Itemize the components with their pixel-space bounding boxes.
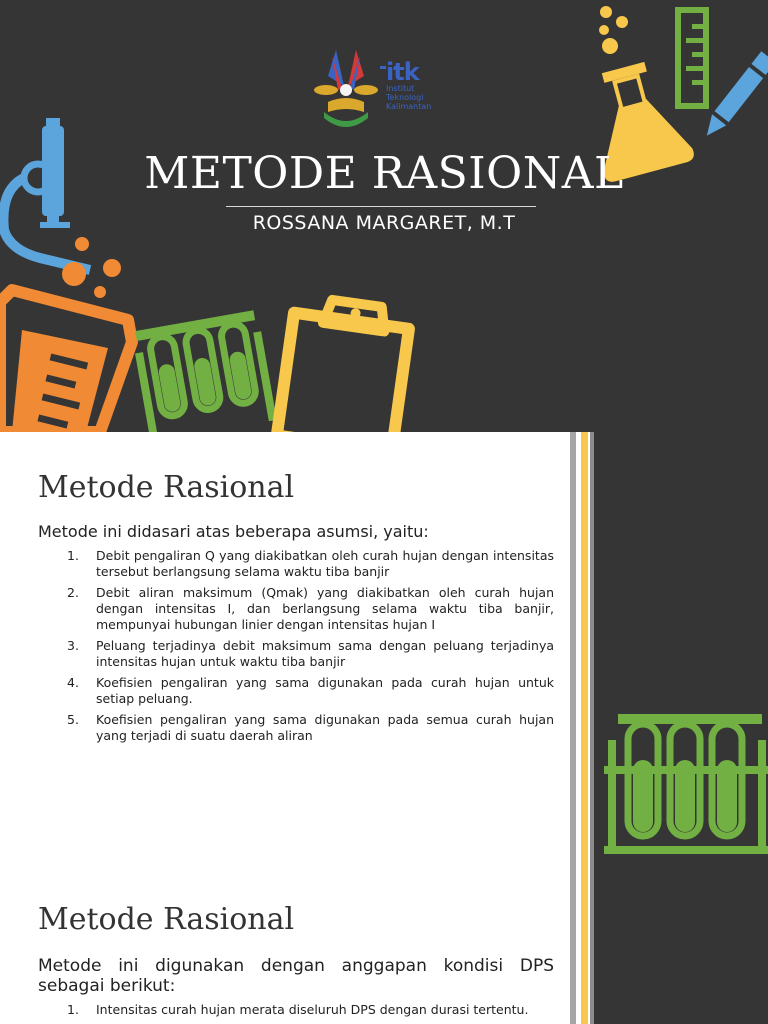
side-stripe-gray <box>570 864 576 1024</box>
slide-intro: Metode ini didasari atas beberapa asumsi, yaitu: <box>38 522 429 541</box>
list-item <box>38 675 554 707</box>
list-text: Debit pengaliran Q yang diakibatkan oleh curah hujan dengan intensitas tersebut berlangsung selama waktu tiba banjir <box>96 548 554 579</box>
ruler-icon <box>674 6 710 110</box>
side-stripe-gray <box>570 432 576 864</box>
list-text: Koefisien pengaliran yang sama digunakan pada curah hujan untuk setiap peluang. <box>96 675 554 706</box>
itk-logo-text <box>386 60 431 111</box>
clipboard-icon <box>262 294 422 432</box>
itk-logo-line-1: Institut <box>386 84 415 93</box>
side-stripe-gray-2 <box>590 432 594 864</box>
list-text: Intensitas curah hujan merata diseluruh DPS dengan durasi tertentu. <box>96 1002 529 1017</box>
itk-logo-mark: itk <box>386 58 419 86</box>
list-item <box>38 548 554 580</box>
list-text: Koefisien pengaliran yang sama digunakan pada semua curah hujan yang terjadi di suatu daerah aliran <box>96 712 554 743</box>
list-number: 1. <box>67 1002 79 1017</box>
slide-heading: Metode Rasional <box>38 470 295 505</box>
list-number: 2. <box>67 585 79 600</box>
content-slide-2 <box>0 864 768 1024</box>
list-text: Peluang terjadinya debit maksimum sama dengan peluang terjadinya intensitas hujan untuk waktu tiba banjir <box>96 638 554 669</box>
slide-heading: Metode Rasional <box>38 902 295 937</box>
itk-logo-icon <box>314 46 454 136</box>
pencil-icon <box>706 46 768 148</box>
list-number: 3. <box>67 638 79 653</box>
content-slide-1 <box>0 432 768 864</box>
list-number: 1. <box>67 548 79 563</box>
side-panel <box>594 864 768 1024</box>
list-item <box>38 638 554 670</box>
itk-logo-line-3: Kalimantan <box>386 102 432 111</box>
side-stripe-yellow <box>581 432 588 864</box>
itk-logo-line-2: Teknologi <box>386 93 424 102</box>
condition-list <box>38 1002 554 1023</box>
side-stripe-gray-2 <box>590 864 594 1024</box>
side-stripe-yellow <box>581 864 588 1024</box>
list-item <box>38 712 554 744</box>
list-number: 4. <box>67 675 79 690</box>
test-tubes-icon <box>128 306 278 432</box>
test-tubes-icon <box>604 714 768 864</box>
list-number: 5. <box>67 712 79 727</box>
cover-slide <box>0 0 768 432</box>
list-text: Debit aliran maksimum (Qmak) yang diakibatkan oleh curah hujan dengan intensitas I, dan berlangsung selama waktu tiba banjir, mempunyai hubungan linier dengan intensitas hujan I <box>96 585 554 632</box>
list-item <box>38 1002 554 1018</box>
cover-title: METODE RASIONAL <box>144 148 624 199</box>
cover-author: ROSSANA MARGARET, M.T <box>252 212 516 234</box>
beaker-icon <box>0 282 142 432</box>
cover-divider <box>226 206 536 207</box>
assumption-list <box>38 548 554 749</box>
list-item <box>38 585 554 633</box>
slide-intro: Metode ini digunakan dengan anggapan kondisi DPS sebagai berikut: <box>38 956 554 996</box>
